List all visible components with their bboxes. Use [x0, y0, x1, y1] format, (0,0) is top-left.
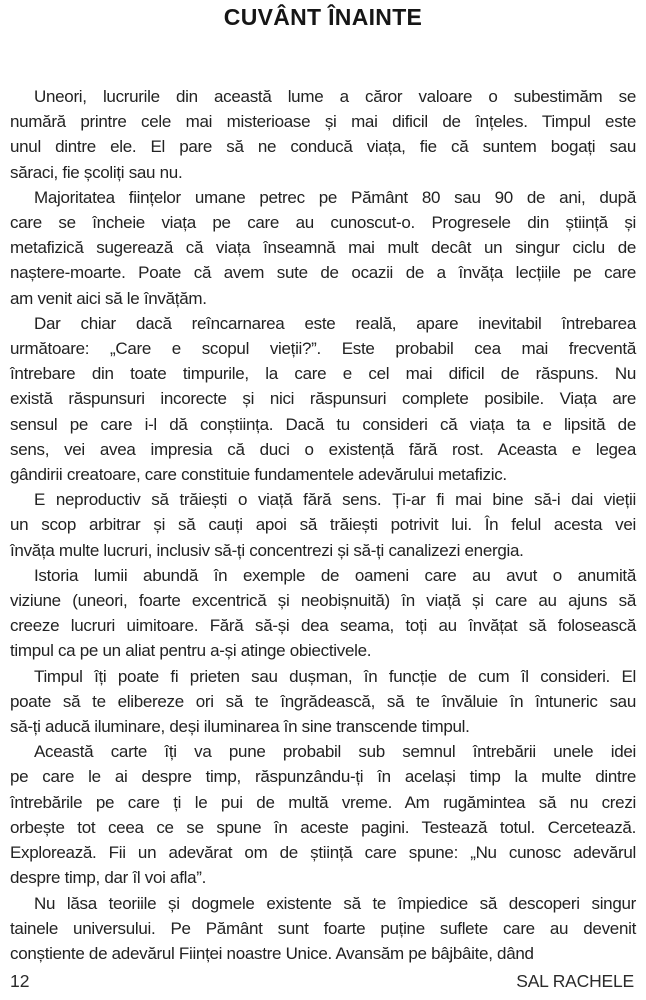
text-line: Explorează. Fii un adevărat om de știință care spune: „Nu cunosc adevărul [10, 843, 636, 863]
text-line: sensul pe care i-l dă conștiința. Dacă tu consideri că viața ta e lipsită de [10, 414, 636, 434]
text-line: creeze lucruri uimitoare. Fără să-și dea seama, toți au învățat să folosească [10, 616, 636, 636]
text-line: care se încheie viața pe care au cunoscut-o. Progresele din știință și [10, 213, 636, 233]
text-line: gândirii creatoare, care constituie fundamentele adevărului metafizic. [10, 465, 507, 485]
text-line: Majoritatea ființelor umane petrec pe Pământ 80 sau 90 de ani, după [34, 187, 636, 207]
text-line: pe care le ai despre timp, răspunzându-ți în același timp la multe dintre [10, 767, 636, 787]
text-line: tainele universului. Pe Pământ sunt foarte puține suflete care au devenit [10, 918, 636, 938]
paragraph [10, 185, 636, 311]
text-line: Această carte îți va pune probabil sub semnul întrebării unele idei [34, 742, 636, 762]
text-line: unul dintre ele. El pare să ne conducă viața, fie că suntem bogați sau [10, 137, 636, 157]
text-line: întrebare din toate timpurile, la care e cel mai dificil de răspuns. Nu [10, 364, 636, 384]
text-line: E neproductiv să trăiești o viață fără sens. Ți-ar fi mai bine să-i dai vieții [34, 490, 636, 510]
text-line: un scop arbitrar și să cauți apoi să trăiești potrivit lui. În felul acesta vei [10, 515, 636, 535]
text-line: despre timp, dar îl voi afla”. [10, 868, 207, 888]
paragraph [10, 664, 636, 740]
paragraph [10, 84, 636, 185]
text-line: numără printre cele mai misterioase și mai dificil de înțeles. Timpul este [10, 112, 636, 132]
text-line: viziune (uneori, foarte excentrică și neobișnuită) în viață și care au ajuns să [10, 591, 636, 611]
paragraph [10, 311, 636, 487]
text-line: următoare: „Care e scopul vieții?”. Este probabil cea mai frecventă [10, 339, 636, 359]
text-line: Timpul îți poate fi prieten sau dușman, în funcție de cum îl consideri. El [34, 666, 636, 686]
page-number: 12 [10, 971, 30, 991]
text-line: Nu lăsa teoriile și dogmele existente să te împiedice să descoperi singur [34, 893, 636, 913]
text-line: metafizică sugerează că viața înseamnă mai mult decât un singur ciclu de [10, 238, 636, 258]
text-line: Uneori, lucrurile din această lume a căror valoare o subestimăm se [34, 87, 636, 106]
text-line: săraci, fie școliți sau nu. [10, 162, 183, 182]
paragraph [10, 563, 636, 664]
text-line: timpul ca pe un aliat pentru a-și atinge obiectivele. [10, 641, 372, 661]
text-line: există răspunsuri incorecte și nici răspunsuri complete posibile. Viața are [10, 389, 636, 409]
body-text [10, 84, 636, 966]
text-line: conștiente de adevărul Ființei noastre Unice. Avansăm pe bâjbâite, dând [10, 943, 534, 963]
paragraph [10, 891, 636, 967]
text-line: orbește tot ceea ce se spune în aceste pagini. Testează totul. Cercetează. [10, 817, 636, 837]
text-line: învăța multe lucruri, inclusiv să-ți concentrezi și să-ți canalizezi energia. [10, 540, 524, 560]
text-line: Istoria lumii abundă în exemple de oameni care au avut o anumită [34, 565, 636, 585]
text-line: naștere-moarte. Poate că avem sute de ocazii de a învăța lecțiile pe care [10, 263, 636, 283]
paragraph [10, 739, 636, 890]
paragraph [10, 487, 636, 563]
author-name: SAL RACHELE [516, 971, 634, 991]
text-line: să-ți aducă iluminare, deși iluminarea în sine transcende timpul. [10, 717, 470, 737]
text-line: am venit aici să le învățăm. [10, 288, 207, 308]
text-line: sens, vei avea impresia că duci o existență fără rost. Aceasta e legea [10, 439, 636, 459]
text-line: întrebările pe care ți le pui de multă vreme. Am rugămintea să nu crezi [10, 792, 636, 812]
text-line: poate să te elibereze ori să te îngrădească, să te învăluie în întuneric sau [10, 691, 636, 711]
text-line: Dar chiar dacă reîncarnarea este reală, apare inevitabil întrebarea [34, 313, 636, 333]
page-title: CUVÂNT ÎNAINTE [223, 4, 423, 30]
page-footer [10, 971, 634, 992]
